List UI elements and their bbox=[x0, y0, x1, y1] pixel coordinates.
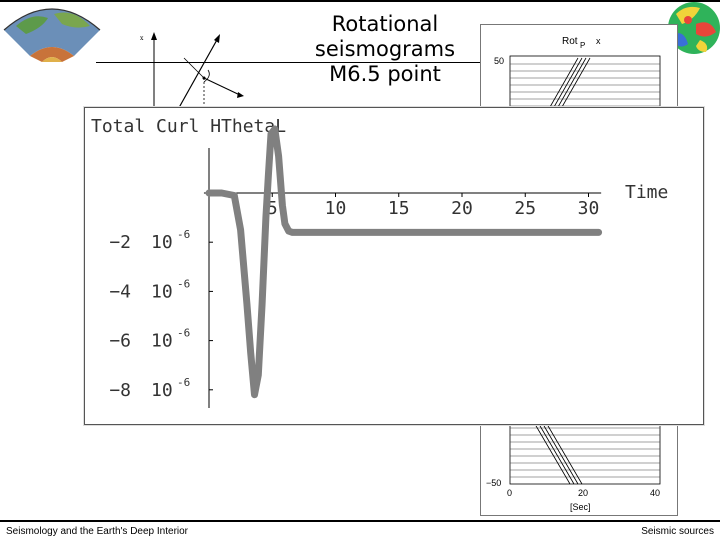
x-tick-label: 15 bbox=[387, 198, 410, 219]
y-tick-mantissa: −8 bbox=[109, 379, 131, 401]
y-tick-base: 10 bbox=[151, 379, 173, 401]
total-curl-series-line bbox=[209, 129, 599, 395]
footer-course-title: Seismology and the Earth's Deep Interior bbox=[6, 526, 189, 537]
svg-text:x: x bbox=[140, 35, 144, 42]
y-tick-mantissa: −6 bbox=[109, 330, 131, 352]
coordinate-system-diagram bbox=[96, 18, 276, 118]
y-tick-base: 10 bbox=[151, 281, 173, 303]
seismogram-title: Rot bbox=[562, 36, 578, 47]
slide-footer-rule bbox=[0, 520, 720, 522]
y-tick-labels bbox=[109, 228, 190, 401]
x-tick-label: 5 bbox=[266, 198, 278, 219]
y-tick-mantissa: −4 bbox=[109, 281, 131, 303]
earth-cutaway-logo bbox=[2, 0, 102, 62]
x-tick-label: 10 bbox=[324, 198, 347, 219]
x-tick-labels bbox=[267, 198, 600, 219]
x-tick-label: 30 bbox=[577, 198, 600, 219]
total-curl-plot-window bbox=[84, 107, 704, 425]
seismogram-x-tick-0: 0 bbox=[507, 488, 513, 498]
seismogram-x-tick-40: 40 bbox=[650, 488, 661, 498]
chart-title: Total Curl HThetaL bbox=[91, 116, 287, 137]
seismogram-title-suffix: x bbox=[596, 36, 601, 46]
y-tick-mantissa: −2 bbox=[109, 232, 131, 254]
x-tick-label: 25 bbox=[514, 198, 537, 219]
y-tick-base: 10 bbox=[151, 232, 173, 254]
y-tick-exponent: -6 bbox=[177, 326, 191, 340]
slide-title: Rotational seismograms M6.5 point bbox=[314, 12, 456, 86]
seismogram-title-subscript: P bbox=[580, 41, 586, 50]
y-tick-exponent: -6 bbox=[177, 375, 191, 389]
seismogram-y-tick-top: 50 bbox=[494, 56, 505, 66]
x-tick-label: 20 bbox=[451, 198, 473, 219]
footer-section-title: Seismic sources bbox=[641, 526, 714, 537]
total-curl-chart bbox=[85, 108, 703, 424]
y-tick-exponent: -6 bbox=[177, 277, 191, 291]
y-tick-exponent: -6 bbox=[177, 228, 191, 242]
slide-top-border bbox=[0, 0, 720, 2]
y-tick-base: 10 bbox=[151, 330, 173, 352]
x-axis-label: Time bbox=[625, 182, 669, 203]
seismogram-y-tick-bottom: −50 bbox=[486, 478, 502, 488]
seismogram-x-label: [Sec] bbox=[570, 502, 591, 512]
seismogram-x-tick-20: 20 bbox=[578, 488, 589, 498]
